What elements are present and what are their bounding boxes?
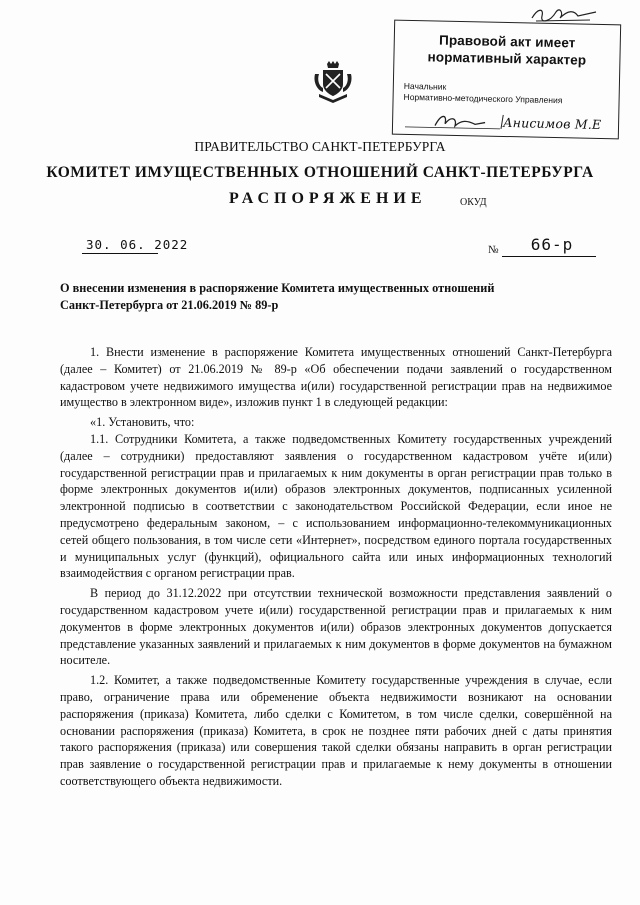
okud-label: ОКУД	[460, 197, 487, 208]
document-subject	[60, 280, 600, 314]
stamp-role-line2: Нормативно-методического Управления	[403, 91, 563, 105]
document-type: РАСПОРЯЖЕНИЕ	[229, 190, 427, 207]
subject-line2: Санкт-Петербурга от 21.06.2019 № 89-р	[60, 298, 279, 312]
stamp-role	[404, 81, 563, 105]
normative-stamp	[392, 20, 621, 140]
document-number: 66-р	[530, 235, 574, 254]
paragraph-1-1: 1.1. Сотрудники Комитета, а также подведомственных Комитету государственных учреждений (далее – сотрудники) предоставляют заявления о государственном кадастровом учёте и(или) государственной регистрации прав и прилагаемых к ним документы в орган регистрации прав только в форме электронных документов и(или) образов электронных документов, подписанных усиленной электронной подписью в соответствии с законодательством Российской Федерации, если иное не предусмотрено федеральным законом, – с использованием информационно-телекоммуникационных сетей общего пользования, в том числе сети «Интернет», посредством единого портала государственных и муниципальных услуг (функций), официального сайта или иных информационных технологий взаимодействия с органом регистрации прав.	[60, 431, 612, 581]
date-underline	[82, 253, 158, 254]
stamp-title	[394, 31, 620, 70]
coat-of-arms-icon	[311, 60, 355, 104]
stamp-title-line1: Правовой акт имеет	[438, 32, 576, 51]
stamp-signer-name: Анисимов М.Е	[502, 114, 602, 132]
paragraph-1-2: 1.2. Комитет, а также подведомственные Комитету государственные учреждения в случае, если право, ограничение права или обременение объекта недвижимости возникают на основании распоряжения (приказа) Комитета, либо сделки с Комитетом, в том числе сделки, совершённой на основании распоряжения (приказа) Комитета, в срок не позднее пяти рабочих дней с даты принятия такого распоряжения (приказа) или совершения такой сделки обязаны направить в орган регистрации прав заявление о государственной регистрации прав и прилагаемые к нему документы в отношении соответствующего объекта недвижимости.	[60, 673, 612, 788]
paragraph-transition: В период до 31.12.2022 при отсутствии технической возможности представления заявлений о государственном кадастровом учете и(или) государственной регистрации прав и прилагаемых к ним документов в форме электронных документов и(или) образов электронных документов допускается представление указанных заявлений и прилагаемых к ним документов в форме документов на бумажном носителе.	[60, 586, 612, 668]
stamp-title-line2: нормативный характер	[427, 49, 587, 68]
paragraph-1: 1. Внести изменение в распоряжение Комитета имущественных отношений Санкт-Петербурга (далее – Комитет) от 21.06.2019 № 89-р «Об обеспечении подачи заявлений о государственном кадастровом учете недвижимого имущества и(или) государственной регистрации прав на недвижимое имущество в электронном виде», изложив пункт 1 в следующей редакции:	[60, 345, 612, 410]
paragraph-2: «1. Установить, что:	[90, 415, 195, 430]
stamp-role-line1: Начальник	[403, 80, 447, 92]
document-body	[60, 344, 612, 793]
government-title: ПРАВИТЕЛЬСТВО САНКТ-ПЕТЕРБУРГА	[194, 139, 446, 154]
document-date: 30. 06. 2022	[86, 237, 189, 252]
number-label: №	[488, 244, 499, 256]
number-underline	[502, 256, 596, 257]
subject-line1: О внесении изменения в распоряжение Комитета имущественных отношений	[60, 281, 495, 295]
committee-title: КОМИТЕТ ИМУЩЕСТВЕННЫХ ОТНОШЕНИЙ САНКТ-ПЕТЕРБУРГА	[46, 164, 594, 181]
